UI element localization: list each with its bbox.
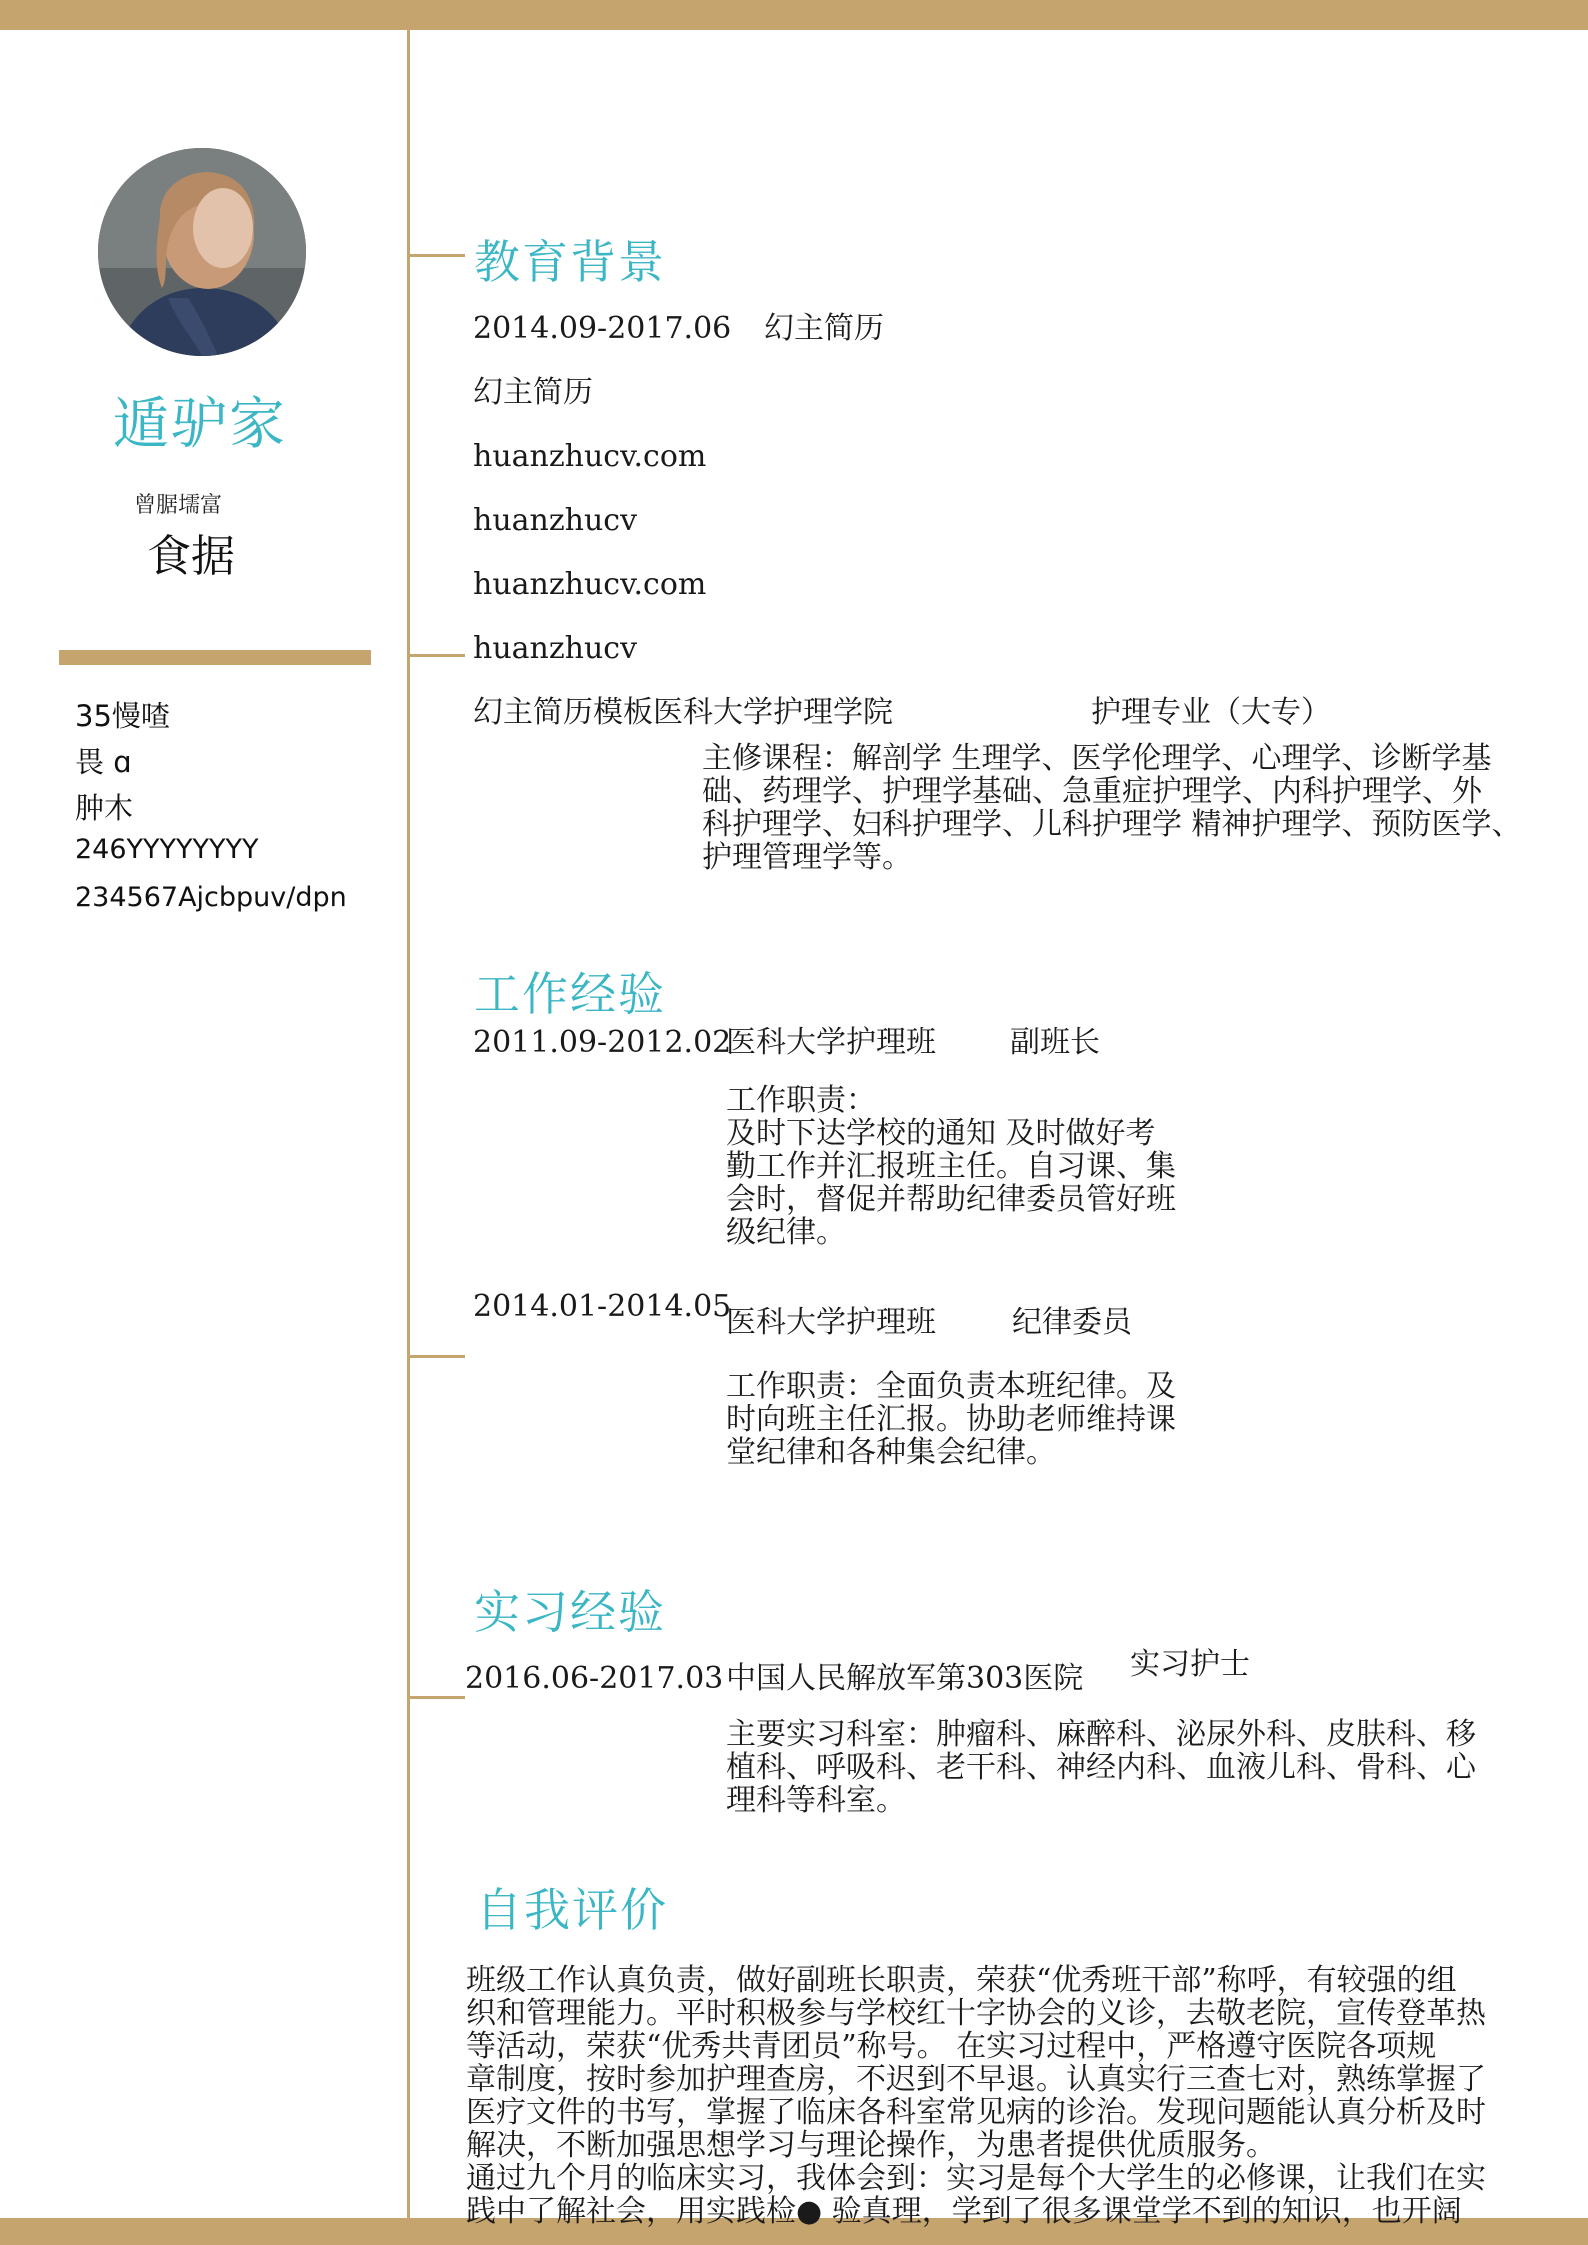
info-email: 234567Ajcbpuv/dpn xyxy=(75,882,347,913)
edu-line: huanzhucv.com xyxy=(473,439,707,474)
intern-org: 中国人民解放军第303医院 xyxy=(726,1661,1084,1696)
section-title-internship: 实习经验 xyxy=(474,1585,666,1639)
edu-period-label: 幻主简历 xyxy=(764,311,884,346)
intern-role: 实习护士 xyxy=(1130,1647,1250,1682)
left-divider xyxy=(59,650,371,665)
work-org: 医科大学护理班 xyxy=(726,1305,936,1340)
timeline-tick xyxy=(409,1355,465,1358)
profile-name: 遁驴家 xyxy=(113,392,287,457)
info-phone: 246YYYYYYYY xyxy=(75,834,259,865)
section-title-education: 教育背景 xyxy=(474,235,666,289)
work-period: 2011.09-2012.02 xyxy=(473,1025,732,1060)
info-line: 肿木 xyxy=(75,791,134,825)
work-role: 纪律委员 xyxy=(1012,1305,1132,1340)
edu-period: 2014.09-2017.06 xyxy=(473,311,732,346)
edu-major: 护理专业（大专） xyxy=(1091,695,1331,730)
self-eval-text: 班级工作认真负责，做好副班长职责，荣获“优秀班干部”称呼，有较强的组 织和管理能力。平时积极参与学校红十字协会的义诊，去敬老院，宣传登革热 等活动，荣获“优秀共青团员”称号。 在实习过程中，严格遵守医院各项规 章制度，按时参加护理查房，不迟到不早退。认真实行三查七对，熟练掌握了 医疗文件的书写，掌握了临床各科室常见病的诊治。发现问题能认真分析及时 解决，不断加强思想学习与理论操作，为患者提供优质服务。 通过九个月的临床实习，我体会到：实习是每个大学生的必修课，让我们在实 践中了解社会，用实践检● 验真理，学到了很多课堂学不到的知识，也开阔 xyxy=(466,1963,1486,2229)
avatar-photo xyxy=(98,148,306,356)
info-line: 35慢喳 xyxy=(75,699,170,733)
edu-line: huanzhucv xyxy=(473,503,638,538)
edu-courses: 主修课程：解剖学 生理学、医学伦理学、心理学、诊断学基 础、药理学、护理学基础、急重症护理学、内科护理学、外 科护理学、妇科护理学、儿科护理学 精神护理学、预防医学、 护理管理学等。 xyxy=(702,741,1522,875)
edu-line: huanzhucv.com xyxy=(473,567,707,602)
timeline-tick xyxy=(409,654,465,657)
work-desc: 工作职责： 及时下达学校的通知 及时做好考 勤工作并汇报班主任。自习课、集 会时，督促并帮助纪律委员管好班 级纪律。 xyxy=(726,1083,1176,1250)
intern-period: 2016.06-2017.03 xyxy=(465,1661,724,1696)
timeline-line xyxy=(407,30,410,2218)
section-title-work: 工作经验 xyxy=(474,967,666,1021)
work-period: 2014.01-2014.05 xyxy=(473,1289,732,1324)
intern-desc: 主要实习科室：肿瘤科、麻醉科、泌尿外科、皮肤科、移 植科、呼吸科、老干科、神经内科、血液儿科、骨科、心 理科等科室。 xyxy=(726,1717,1476,1818)
section-title-self-eval: 自我评价 xyxy=(476,1883,668,1937)
edu-line: huanzhucv xyxy=(473,631,638,666)
top-decor-bar xyxy=(0,0,1588,30)
edu-school: 幻主简历模板医科大学护理学院 xyxy=(473,695,893,730)
timeline-tick xyxy=(409,254,465,257)
work-role: 副班长 xyxy=(1010,1025,1100,1060)
avatar xyxy=(98,148,306,356)
work-org: 医科大学护理班 xyxy=(726,1025,936,1060)
timeline-tick xyxy=(409,1696,465,1699)
profile-subtitle: 曾腒壖富 xyxy=(134,493,223,518)
work-desc: 工作职责：全面负责本班纪律。及 时向班主任汇报。协助老师维持课 堂纪律和各种集会纪律。 xyxy=(726,1369,1176,1470)
info-line: 畏 ɑ xyxy=(75,745,132,779)
profile-intent: 食据 xyxy=(147,531,235,582)
edu-line: 幻主简历 xyxy=(473,375,593,410)
